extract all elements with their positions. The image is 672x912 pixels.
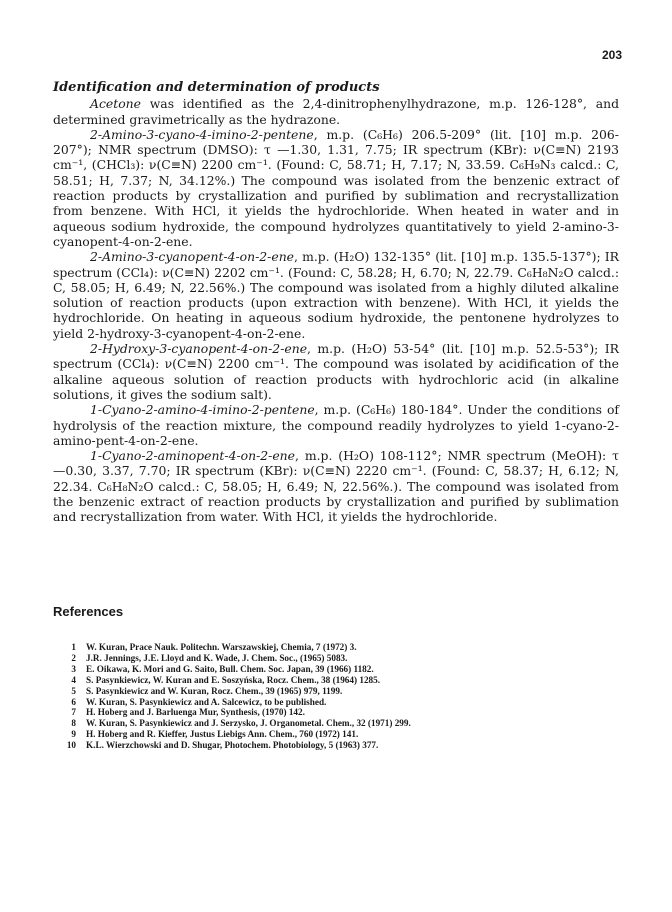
paragraph-amino-cyano-imino-pentene xyxy=(53,127,619,249)
compound-name: Acetone xyxy=(90,96,141,112)
reference-text: S. Pasynkiewicz, W. Kuran and E. Soszyńska, Rocz. Chem., 38 (1964) 1285. xyxy=(86,674,381,685)
reference-text: K.L. Wierzchowski and D. Shugar, Photochem. Photobiology, 5 (1963) 377. xyxy=(86,740,379,751)
reference-item xyxy=(52,642,622,653)
paragraph-acetone xyxy=(53,96,619,127)
reference-text: E. Oikawa, K. Mori and G. Saito, Bull. Chem. Soc. Japan, 39 (1966) 1182. xyxy=(86,663,374,674)
reference-item xyxy=(52,740,622,751)
reference-text: W. Kuran, S. Pasynkiewicz and A. Salcewicz, to be published. xyxy=(86,696,327,707)
reference-item xyxy=(52,664,622,675)
reference-number: 6 xyxy=(71,696,76,707)
paragraph-text: , m.p. (H₂O) 132-135° (lit. [10] m.p. 135.5-137°); IR spectrum (CCl₄): ν(C≡N) 2202 cm⁻¹. (Found: C, 58.28; H, 6.70; N, 22.79. C₆H₈N₂O calcd.: C, 58.05; H, 6.49; N, 22.56%.) The compound was isolated from a highly diluted alkaline solution of reaction products (upon extraction with benzene). With HCl, it yields the hydrochloride. On heating in aqueous sodium hydroxide, the pentonene hydrolyzes to yield 2-hydroxy-3-cyanopent-4-on-2-ene. xyxy=(53,249,619,341)
reference-number: 10 xyxy=(66,740,76,751)
paragraph-cyano-aminopentonene xyxy=(53,448,619,524)
reference-item xyxy=(52,686,622,697)
reference-item xyxy=(52,675,622,686)
reference-number: 1 xyxy=(71,642,76,652)
paragraph-text: , m.p. (H₂O) 108-112°; NMR spectrum (MeOH): τ —0.30, 3.37, 7.70; IR spectrum (KBr): ν(C≡N) 2220 cm⁻¹. (Found: C, 58.37; H, 6.12; N, 22.34. C₆H₈N₂O calcd.: C, 58.05; H, 6.49; N, 22.56%.). The compound was isolated from the benzenic extract of reaction products by crystallization and purified by sublimation and recrystallization from water. With HCl, it yields the hydrochloride. xyxy=(53,448,619,525)
paragraph-cyano-amino-imino-pentene xyxy=(53,402,619,448)
reference-number: 5 xyxy=(71,685,76,696)
reference-number: 3 xyxy=(71,663,76,674)
identification-section xyxy=(53,80,619,525)
reference-text: H. Hoberg and R. Kieffer, Justus Liebigs Ann. Chem., 760 (1972) 141. xyxy=(86,729,359,740)
paragraph-amino-cyanopentonene xyxy=(53,249,619,341)
page-number: 203 xyxy=(601,48,622,62)
reference-number: 9 xyxy=(71,729,76,740)
reference-item xyxy=(52,729,622,740)
section-heading: Identification and determination of products xyxy=(53,80,380,95)
reference-item xyxy=(52,707,622,718)
compound-name: 2-Hydroxy-3-cyanopent-4-on-2-ene xyxy=(90,341,308,357)
reference-text: W. Kuran, S. Pasynkiewicz and J. Serzysko, J. Organometal. Chem., 32 (1971) 299. xyxy=(86,718,411,729)
reference-item xyxy=(52,653,622,664)
reference-item xyxy=(52,718,622,729)
paragraph-hydroxy-cyanopentonene xyxy=(53,341,619,402)
paragraph-text: , m.p. (H₂O) 53-54° (lit. [10] m.p. 52.5-53°); IR spectrum (CCl₄): ν(C≡N) 2200 cm⁻¹. The compound was isolated by acidification of the alkaline aqueous solution of reaction products with hydrochloric acid (in alkaline solutions, it gives the sodium salt). xyxy=(53,341,619,402)
reference-list xyxy=(52,642,622,751)
reference-number: 8 xyxy=(71,718,76,729)
references-heading: References xyxy=(53,604,124,619)
compound-name: 1-Cyano-2-amino-4-imino-2-pentene xyxy=(90,402,315,418)
paragraph-text: , m.p. (C₆H₆) 206.5-209° (lit. [10] m.p. 206-207°); NMR spectrum (DMSO): τ —1.30, 1.31, 7.75; IR spectrum (KBr): ν(C≡N) 2193 cm⁻¹, (CHCl₃): ν(C≡N) 2200 cm⁻¹. (Found: C, 58.71; H, 7.17; N, 33.59. C₆H₉N₃ calcd.: C, 58.51; H, 7.37; N, 34.12%.) The compound was isolated from the benzenic extract of reaction products by crystallization and purified by sublimation and recrystallization from benzene. With HCl, it yields the hydrochloride. When heated in water and in aqueous sodium hydroxide, the compound hydrolyzes quantitatively to yield 2-amino-3-cyanopent-4-on-2-ene. xyxy=(53,126,619,249)
reference-text: H. Hoberg and J. Barluenga Mur, Synthesis, (1970) 142. xyxy=(86,707,305,718)
reference-text: J.R. Jennings, J.E. Lloyd and K. Wade, J. Chem. Soc., (1965) 5083. xyxy=(86,652,348,663)
compound-name: 2-Amino-3-cyanopent-4-on-2-ene xyxy=(90,249,295,265)
compound-name: 1-Cyano-2-aminopent-4-on-2-ene xyxy=(90,448,295,464)
compound-name: 2-Amino-3-cyano-4-imino-2-pentene xyxy=(90,126,314,142)
reference-number: 4 xyxy=(71,674,76,685)
paragraph-text: , m.p. (C₆H₆) 180-184°. Under the conditions of hydrolysis of the reaction mixture, the compound readily hydrolyzes to yield 1-cyano-2-amino-pent-4-on-2-ene. xyxy=(53,402,619,448)
reference-number: 2 xyxy=(71,652,76,663)
reference-text: W. Kuran, Prace Nauk. Politechn. Warszawskiej, Chemia, 7 (1972) 3. xyxy=(86,642,357,652)
reference-item xyxy=(52,697,622,708)
paragraph-text: was identified as the 2,4-dinitrophenylhydrazone, m.p. 126-128°, and determined gravimetrically as the hydrazone. xyxy=(53,96,619,127)
reference-text: S. Pasynkiewicz and W. Kuran, Rocz. Chem., 39 (1965) 979, 1199. xyxy=(86,685,343,696)
reference-number: 7 xyxy=(71,707,76,718)
